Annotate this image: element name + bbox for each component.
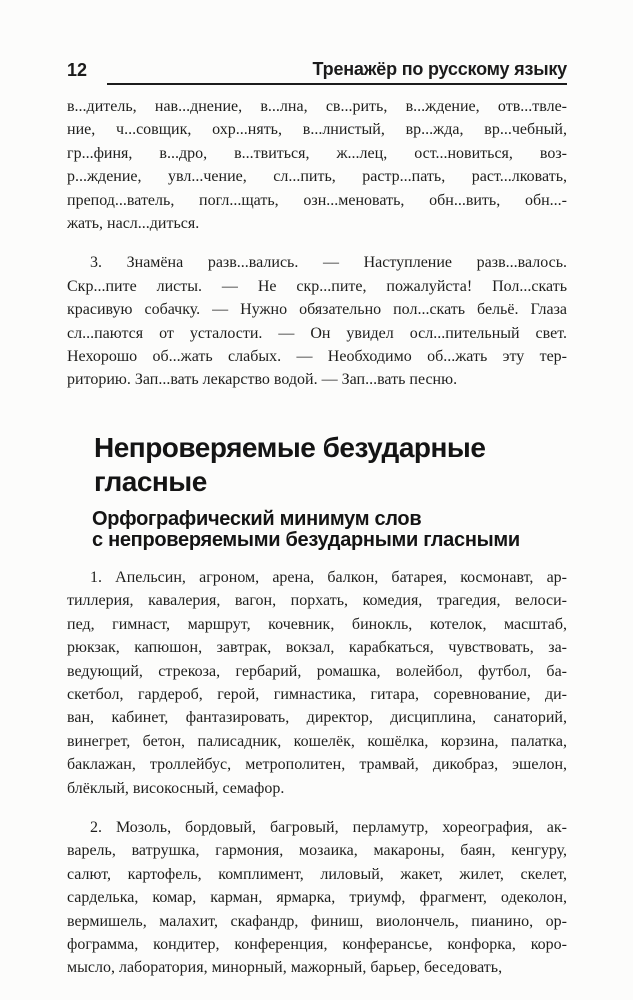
text-line: Скр...пите листы. — Не скр...пите, пожалуйста! Пол...скать (67, 277, 567, 295)
text-line: р...ждение, увл...чение, сл...пить, растр...пать, раст...лковать, (67, 168, 567, 186)
text-line: блёклый, високосный, семафор. (67, 779, 285, 797)
text-line: рюкзак, капюшон, завтрак, вокзал, карабкаться, чувствовать, за- (67, 639, 567, 657)
text-line: ние, ч...совщик, охр...нять, в...лнистый, вр...жда, вр...чебный, (67, 121, 567, 139)
text-line: сарделька, комар, карман, ярмарка, триумф, фрагмент, одеколон, (67, 889, 567, 907)
text-line: 3. Знамёна разв...вались. — Наступление разв...валось. (90, 254, 567, 272)
page-number: 12 (67, 60, 88, 80)
text-line: салют, картофель, комплимент, лиловый, жакет, жилет, скелет, (67, 865, 567, 883)
text-line: скетбол, гардероб, герой, гимнастика, гитара, соревнование, ди- (67, 685, 567, 703)
text-line: фограмма, кондитер, конференция, конферансье, конфорка, коро- (67, 935, 567, 953)
text-line: ван, кабинет, фантазировать, директор, дисциплина, санаторий, (67, 709, 567, 727)
text-line: жать, насл...диться. (67, 215, 200, 233)
running-head (67, 59, 567, 85)
text-line: винегрет, бетон, палисадник, кошелёк, кошёлка, корзина, палатка, (67, 732, 567, 750)
text-line: риторию. Зап...вать лекарство водой. — Зап...вать песню. (67, 371, 458, 389)
section-heading: Непроверяемые безударные гласные (94, 431, 486, 497)
text-line: ведующий, стрекоза, гербарий, ромашка, волейбол, футбол, ба- (67, 662, 567, 680)
text-line: красивую собачку. — Нужно обязательно пол...скать бельё. Глаза (67, 301, 567, 319)
text-line: вермишель, малахит, скафандр, финиш, виолончель, пианино, ор- (67, 912, 567, 930)
text-line: пед, гимнаст, маршрут, кочевник, бинокль, котелок, масштаб, (67, 615, 567, 633)
text-line: варель, ватрушка, гармония, мозаика, макароны, баян, кенгуру, (67, 842, 567, 860)
text-line: с непроверяемыми безударными гласными (92, 529, 520, 552)
text-line: 1. Апельсин, агроном, арена, балкон, батарея, космонавт, ар- (90, 568, 567, 586)
text-line: Орфографический минимум слов (92, 507, 422, 530)
text-line: препод...ватель, погл...щать, озн...меновать, обн...вить, обн...- (67, 191, 567, 209)
exercise-words-paragraph (67, 95, 567, 235)
text-line: Нехорошо об...жать слабых. — Необходимо об...жать эту тер- (67, 348, 567, 366)
exercise-3-paragraph (67, 251, 567, 391)
text-line: в...дитель, нав...днение, в...лна, св...рить, в...ждение, отв...твле- (67, 98, 567, 115)
word-list-paragraph-1 (67, 566, 567, 800)
text-line: мысло, лаборатория, минорный, мажорный, барьер, беседовать, (67, 959, 503, 977)
text-line: баклажан, троллейбус, метрополитен, трамвай, дикобраз, эшелон, (67, 756, 567, 774)
text-line: сл...паются от усталости. — Он увидел осл...пительный свет. (67, 324, 567, 342)
header-title: Тренажёр по русскому языку (107, 59, 567, 85)
word-list-paragraph-2 (67, 816, 567, 980)
text-line: 2. Мозоль, бордовый, багровый, перламутр, хореография, ак- (90, 818, 567, 836)
text-line: тиллерия, кавалерия, вагон, порхать, комедия, трагедия, велоси- (67, 592, 567, 610)
section-subheading (92, 509, 567, 552)
text-line: гр...финя, в...дро, в...твиться, ж...лец, ост...новиться, воз- (67, 144, 567, 162)
